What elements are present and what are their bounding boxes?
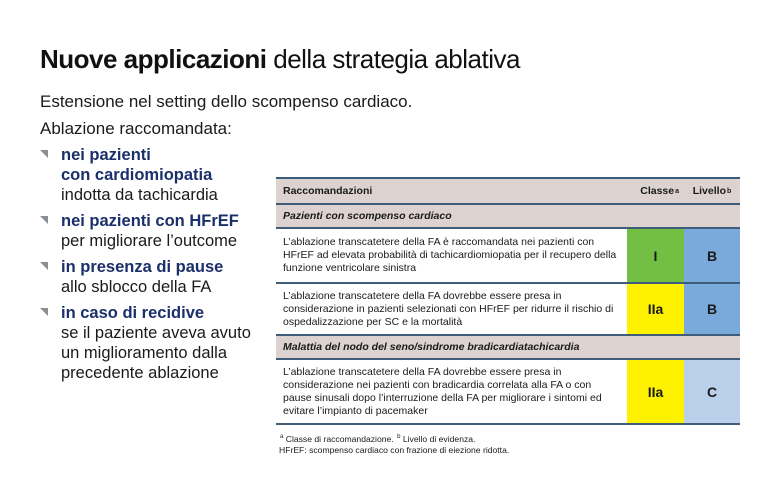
section-header-row: [276, 336, 740, 360]
bullet-item: [40, 211, 280, 251]
bullet-highlight: nei pazienti con HFrEF: [61, 212, 239, 230]
bullet-text: se il paziente aveva avuto: [61, 324, 251, 342]
header-recommendations: Raccomandazioni: [283, 184, 373, 197]
triangle-bullet-icon: [40, 262, 48, 270]
footnote-line: $^a$ Classe di raccomandazione. $^b$ Livello di evidenza.: [280, 433, 476, 444]
header-level: Livello b: [692, 185, 732, 197]
level-badge: B: [684, 229, 740, 282]
recommendation-text: L’ablazione transcatetere della FA è raccomandata nei pazienti con HFrEF ad elevata probabilità di tachicardiomiopatia per il recupero della funzione ventricolare sinistra: [283, 236, 617, 274]
recommendation-text: L’ablazione transcatetere della FA dovrebbe essere presa in considerazione in pazienti selezionati con HFrEF per ridurre il rischio di ospedalizzazione per SC e la mortalità: [283, 289, 614, 328]
triangle-bullet-icon: [40, 308, 48, 316]
triangle-bullet-icon: [40, 150, 48, 158]
bullet-text: indotta da tachicardia: [61, 186, 218, 204]
page-title: [40, 44, 520, 75]
bullet-item: [40, 303, 280, 383]
recommendations-table: [276, 177, 740, 425]
class-badge: IIa: [627, 284, 684, 334]
bullet-item: [40, 257, 280, 297]
footnotes: [279, 432, 509, 456]
table-row: [276, 284, 740, 336]
section-title: Malattia del nodo del seno/sindrome bradicardiatachicardia: [283, 340, 580, 353]
table-row: [276, 229, 740, 284]
bullet-text: precedente ablazione: [61, 364, 219, 382]
footnote-abbreviation: HFrEF: scompenso cardiaco con frazione di eiezione ridotta.: [279, 444, 510, 455]
section-header-row: [276, 205, 740, 229]
bullet-text: un miglioramento dalla: [61, 344, 228, 362]
title-regular: della strategia ablativa: [273, 44, 520, 74]
triangle-bullet-icon: [40, 216, 48, 224]
bullet-text: allo sblocco della FA: [61, 278, 212, 296]
bullet-highlight: in caso di recidive: [61, 304, 205, 322]
header-class: Classe a: [640, 185, 679, 197]
bullet-highlight: nei pazienti: [61, 146, 151, 164]
title-bold: Nuove applicazioni: [40, 44, 267, 74]
class-badge: I: [627, 229, 684, 282]
class-badge: IIa: [627, 360, 684, 423]
section-title: Pazienti con scompenso cardiaco: [283, 209, 452, 222]
level-badge: C: [684, 360, 740, 423]
level-badge: B: [684, 284, 740, 334]
table-row: [276, 360, 740, 425]
bullet-item: [40, 145, 280, 205]
bullet-text: per migliorare l’outcome: [61, 232, 238, 250]
intro-text: Ablazione raccomandata:: [40, 119, 232, 138]
bullet-highlight: in presenza di pause: [61, 258, 224, 276]
recommendation-text: L’ablazione transcatetere della FA dovrebbe essere presa in considerazione nei pazienti con bradicardia correlata alla FA o con pause sinusali dopo l’interruzione della FA per migliorare i sintomi ed evitare l’impianto di pacemaker: [283, 365, 602, 417]
bullet-highlight: con cardiomiopatia: [61, 166, 213, 184]
table-header-row: [276, 179, 740, 205]
subtitle: Estensione nel setting dello scompenso cardiaco.: [40, 92, 413, 111]
bullet-list: [40, 145, 280, 389]
